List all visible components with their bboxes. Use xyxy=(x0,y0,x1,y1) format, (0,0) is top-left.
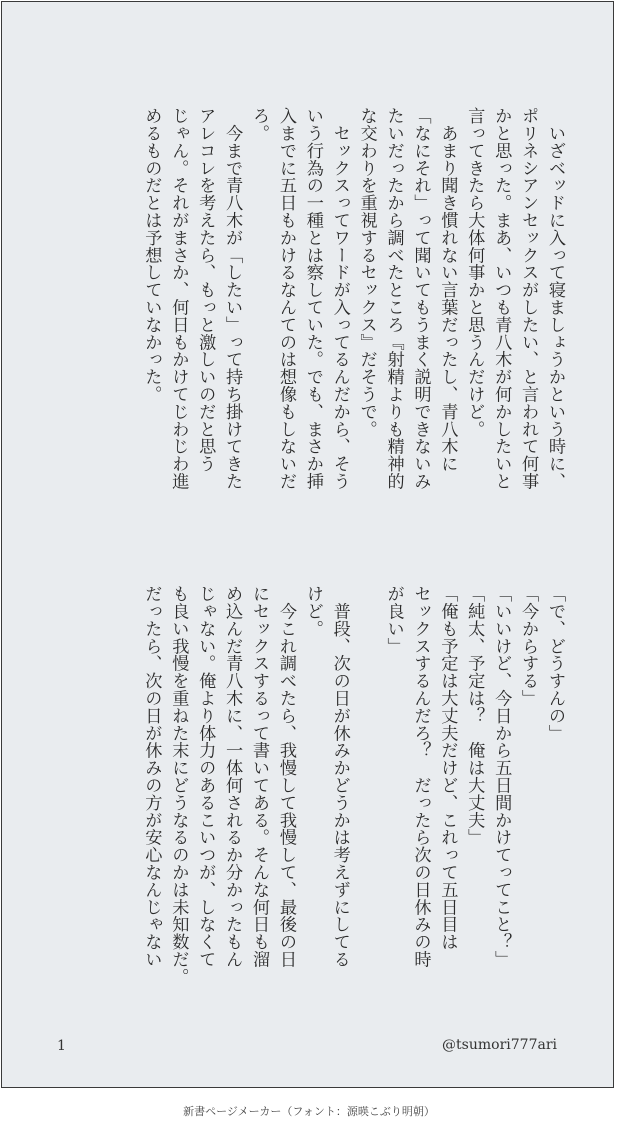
text-line: アレコレを考えたら、もっと激しいのだと思う xyxy=(195,107,216,473)
text-line: が良い」 xyxy=(383,585,404,655)
text-line: じゃん。それがまさか、何日もかけてじわじわ進 xyxy=(168,107,189,490)
text-line: ろ。 xyxy=(249,107,270,142)
text-line: あまり聞き慣れない言葉だったし、青八木に xyxy=(437,107,458,473)
text-line: 「いいけど、今日から五日間かけてってこと？」 xyxy=(491,585,512,968)
text-line: な交わりを重視するセックス』だそうで。 xyxy=(356,107,377,438)
text-line: けど。 xyxy=(302,585,323,638)
text-line: も良い我慢を重ねた末にどうなるのかは未知数だ。 xyxy=(168,585,189,986)
text-line xyxy=(353,585,380,1005)
text-line: 今まで青八木が「したい」って持ち掛けてきた xyxy=(222,107,243,490)
footer-credit: 新書ページメーカー（フォント：源暎こぶり明朝） xyxy=(183,1105,435,1118)
text-line: たいだったから調べたところ『射精よりも精神的 xyxy=(383,107,404,490)
author-handle: @tsumori777ari xyxy=(442,1037,557,1053)
text-line: いう行為の一種とは察していた。でも、まさか挿 xyxy=(302,107,323,490)
text-line: 「なにそれ」って聞いてもうまく説明できないみ xyxy=(410,107,431,490)
text-line: 「今からする」 xyxy=(518,585,539,707)
book-page xyxy=(1,1,614,1088)
text-line: め込んだ青八木に、一体何されるか分かったもん xyxy=(222,585,243,968)
text-line: だったら、次の日が休みの方が安心なんじゃない xyxy=(141,585,162,968)
text-line: いざベッドに入って寝ましょうかという時に、 xyxy=(545,107,565,490)
text-line: 「純太、予定は？ 俺は大丈夫」 xyxy=(464,585,485,846)
text-line: セックスするんだろ？ だったら次の日休みの時 xyxy=(410,585,431,968)
text-line: にセックスするって書いてある。そんな何日も溜 xyxy=(249,585,270,968)
text-line: かと思った。まあ、いつも青八木が何かしたいと xyxy=(491,107,512,490)
text-line: 普段、次の日が休みかどうかは考えずにしてる xyxy=(329,585,350,968)
text-line: じゃない。俺より体力のあるこいつが、しなくて xyxy=(195,585,216,968)
bottom-text-block xyxy=(138,585,569,1005)
text-line: 「俺も予定は大丈夫だけど、これって五日目は xyxy=(437,585,458,951)
top-text-block xyxy=(138,107,569,527)
text-line: 入までに五日もかけるなんてのは想像もしないだ xyxy=(275,107,296,490)
text-line: ポリネシアンセックスがしたい、と言われて何事 xyxy=(518,107,539,490)
text-line: 「で、どうすんの」 xyxy=(545,585,565,742)
text-line: 言ってきたら大体何事かと思うんだけど。 xyxy=(464,107,485,438)
text-line: 今これ調べたら、我慢して我慢して、最後の日 xyxy=(275,585,296,968)
text-line: めるものだとは予想していなかった。 xyxy=(141,107,162,403)
text-line: セックスってワードが入ってるんだから、そう xyxy=(329,107,350,490)
page-number: 1 xyxy=(57,1038,66,1054)
